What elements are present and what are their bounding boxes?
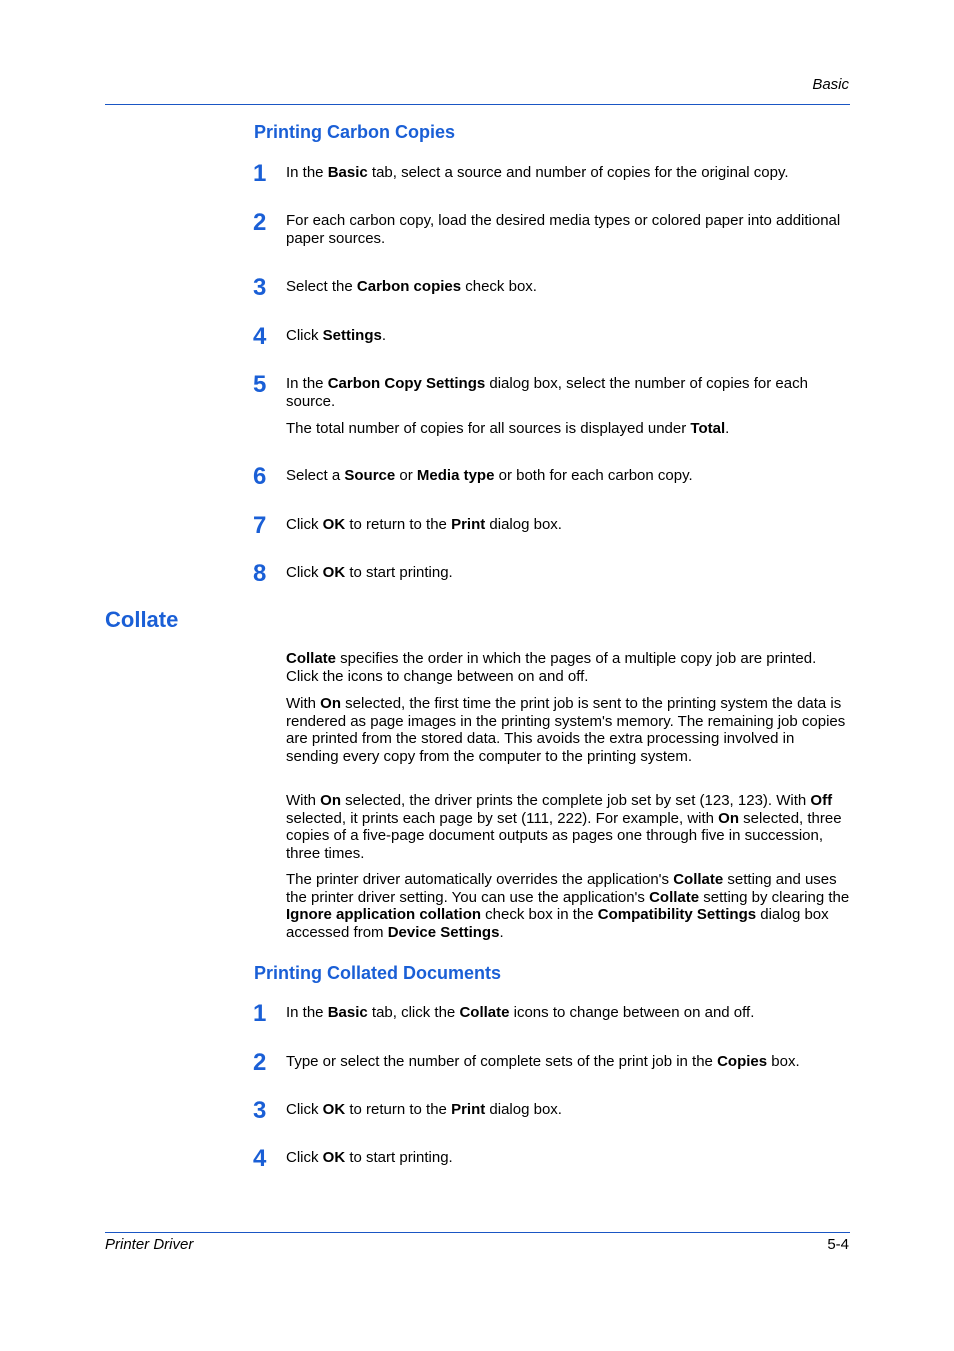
step-number: 1 <box>253 160 267 187</box>
emphasis-term: Collate <box>286 650 337 667</box>
step-text: Select a Source or Media type or both for each carbon copy. <box>286 467 693 484</box>
step-note: The total number of copies for all sources is displayed under Total. <box>286 420 730 437</box>
emphasis-term: On <box>718 809 740 827</box>
emphasis-term: Total <box>690 420 726 437</box>
emphasis-term: Media type <box>416 467 495 484</box>
step-text: Click OK to start printing. <box>286 564 453 581</box>
step-text: For each carbon copy, load the desired media types or colored paper into additional paper sources. <box>286 212 841 247</box>
collate-paragraph: With On selected, the first time the print job is sent to the printing system the data is rendered as page images in the printing system's memory. The remaining job copies are printed from the stored data. This avoids the extra processing involved in sending every copy from the computer to the printing system. <box>286 695 846 765</box>
heading-printing-collated-documents: Printing Collated Documents <box>254 963 502 983</box>
collate-paragraph: With On selected, the driver prints the complete job set by set (123, 123). With Off selected, it prints each page by set (111, 222). For example, with On selected, three copies of a five-page document outputs as pages one through five in succession, three times. <box>286 792 842 862</box>
step-text: Select the Carbon copies check box. <box>286 278 537 295</box>
step-text: In the Carbon Copy Settings dialog box, select the number of copies for each source. <box>286 375 808 410</box>
collate-paragraph: Collate specifies the order in which the pages of a multiple copy job are printed. Click the icons to change between on and off. <box>286 650 817 685</box>
step-number: 1 <box>253 1000 267 1027</box>
step-number: 4 <box>253 1145 267 1172</box>
emphasis-term: Device Settings <box>387 923 500 941</box>
footer-document-title: Printer Driver <box>105 1236 194 1253</box>
step-text: Click OK to return to the Print dialog box. <box>286 516 562 533</box>
step-text: Type or select the number of complete sets of the print job in the Copies box. <box>286 1053 800 1070</box>
emphasis-term: OK <box>322 1149 346 1166</box>
emphasis-term: OK <box>322 1101 346 1118</box>
emphasis-term: Copies <box>717 1053 768 1070</box>
header-rule <box>105 104 850 105</box>
emphasis-term: Print <box>451 1101 486 1118</box>
emphasis-term: Carbon copies <box>356 278 462 295</box>
emphasis-term: OK <box>322 516 346 533</box>
emphasis-term: Collate <box>673 871 724 888</box>
step-text: Click Settings. <box>286 327 387 344</box>
step-number: 6 <box>253 463 267 490</box>
step-text: Click OK to start printing. <box>286 1149 453 1166</box>
emphasis-term: Carbon Copy Settings <box>327 375 486 392</box>
emphasis-term: Collate <box>649 888 700 906</box>
step-number: 8 <box>253 560 267 587</box>
step-number: 2 <box>253 1049 267 1076</box>
emphasis-term: Print <box>451 516 486 533</box>
emphasis-term: Basic <box>327 1004 368 1021</box>
step-number: 7 <box>253 512 267 539</box>
step-number: 3 <box>253 274 267 301</box>
step-number: 3 <box>253 1097 267 1124</box>
footer-page-number: 5-4 <box>827 1236 849 1253</box>
collate-paragraph: The printer driver automatically overrides the application's Collate setting and uses the printer driver setting. You can use the application's Collate setting by clearing the Ignore application collation check box in the Compatibility Settings dialog box accessed from Device Settings. <box>286 871 850 941</box>
emphasis-term: On <box>320 792 342 809</box>
step-number: 2 <box>253 209 267 236</box>
emphasis-term: Source <box>344 467 396 484</box>
emphasis-term: Ignore application collation <box>286 906 482 923</box>
emphasis-term: Collate <box>459 1004 510 1021</box>
step-text: In the Basic tab, select a source and number of copies for the original copy. <box>286 164 789 181</box>
step-number: 5 <box>253 371 267 398</box>
step-number: 4 <box>253 323 267 350</box>
footer-rule <box>105 1232 850 1233</box>
heading-collate: Collate <box>105 607 179 632</box>
emphasis-term: Compatibility Settings <box>597 906 757 923</box>
emphasis-term: On <box>320 695 342 712</box>
step-text: In the Basic tab, click the Collate icons to change between on and off. <box>286 1004 755 1021</box>
header-section-label: Basic <box>812 76 849 93</box>
step-text: Click OK to return to the Print dialog box. <box>286 1101 562 1118</box>
heading-printing-carbon-copies: Printing Carbon Copies <box>254 122 456 142</box>
emphasis-term: Off <box>810 792 833 809</box>
emphasis-term: Basic <box>327 164 368 181</box>
emphasis-term: Settings <box>322 327 382 344</box>
emphasis-term: OK <box>322 564 346 581</box>
